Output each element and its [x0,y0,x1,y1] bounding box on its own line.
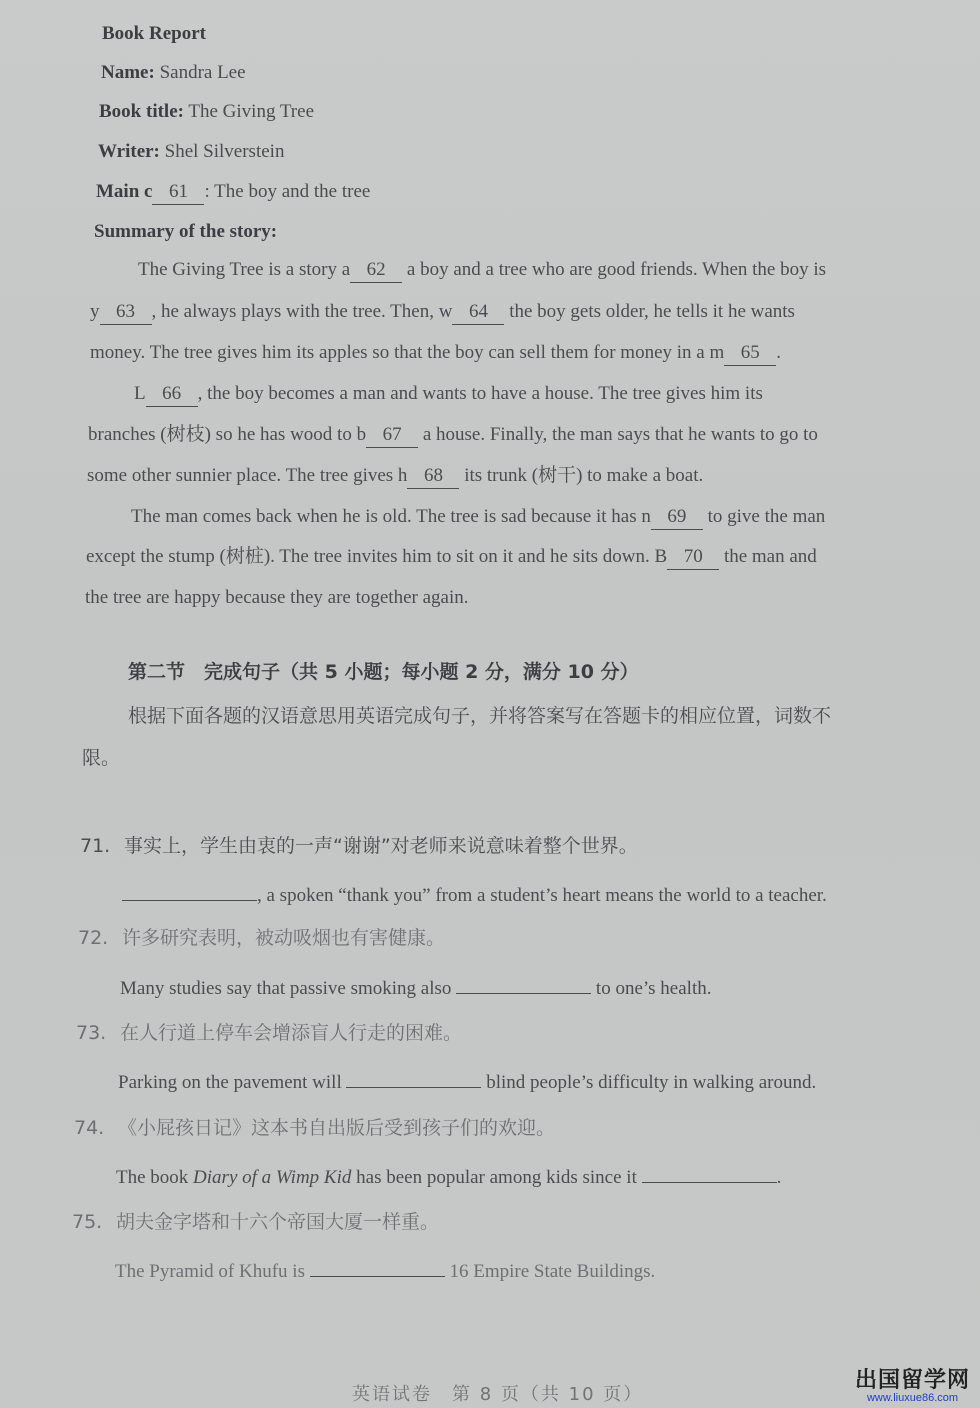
name-value: Sandra Lee [159,62,246,83]
passage-line-8 [86,545,817,570]
passage-text: y [90,301,100,322]
question-prompt: 胡夫金字塔和十六个帝国大厦一样重。 [116,1211,440,1233]
report-heading: Book Report [102,23,206,44]
writer-value: Shel Silverstein [164,141,285,162]
blank-66: 66 [146,382,198,407]
passage-text: money. The tree gives him its apples so that the boy can sell them for money in a m [90,342,725,363]
question-71-zh [80,834,638,858]
passage-text: a house. Finally, the man says that he wants to go to [422,424,818,445]
sentence-text: The book [116,1167,194,1188]
passage-text: the boy gets older, he tells it he wants [509,301,795,322]
main-label: Main c [96,181,153,202]
main-row [96,180,370,205]
sentence-text: has been popular among kids since it [351,1167,637,1188]
section2-instruction: 根据下面各题的汉语意思用英语完成句子，并将答案写在答题卡的相应位置，词数不 [128,705,832,727]
passage-text: The man comes back when he is old. The tree is sad because it has n [131,506,651,527]
sentence-text: . [776,1167,782,1188]
sentence-text: to one’s health. [595,978,712,999]
section2-title: 第二节 完成句子（共 5 小题；每小题 2 分，满分 10 分） [128,661,639,683]
summary-label: Summary of the story: [94,221,278,242]
sentence-text: 16 Empire State Buildings. [449,1261,656,1282]
section2-instruction-cont: 限。 [82,747,121,769]
passage-text: a boy and a tree who are good friends. When the boy is [406,259,827,280]
question-number: 73. [76,1022,107,1044]
question-number: 72. [78,927,109,949]
question-72-zh [78,926,445,950]
passage-text: its trunk (树干) to make a boat. [464,465,704,486]
question-prompt: 在人行道上停车会增添盲人行走的困难。 [120,1022,463,1044]
blank-61: 61 [152,180,204,205]
sentence-text: The Pyramid of Khufu is [115,1261,305,1282]
book-title-value: The Giving Tree [188,101,314,122]
passage-text: branches (树枝) so he has wood to b [88,424,367,445]
sentence-text: , a spoken “thank you” from a student’s heart means the world to a teacher. [257,885,827,906]
question-71-en [122,882,827,908]
blank-64: 64 [452,300,504,325]
passage-line-2 [90,300,795,325]
sentence-text: blind people’s difficulty in walking around. [486,1072,817,1093]
passage-text: the man and [723,546,817,567]
site-watermark [855,1363,970,1404]
passage-text: , the boy becomes a man and wants to have a house. The tree gives him its [197,383,763,404]
answer-blank-75[interactable] [310,1258,445,1277]
passage-line-1 [138,258,826,283]
passage-text: . [776,342,781,363]
passage-line-7 [131,505,825,530]
blank-62: 62 [350,258,402,283]
main-value: : The boy and the tree [204,181,371,202]
question-prompt: 《小屁孩日记》这本书自出版后受到孩子们的欢迎。 [118,1117,556,1139]
passage-line-4 [134,382,763,407]
sentence-text: Many studies say that passive smoking also [120,978,452,999]
passage-line-5 [88,423,818,448]
name-label: Name: [101,62,155,83]
name-row [101,61,246,85]
question-75-en [115,1258,655,1284]
question-prompt: 许多研究表明，被动吸烟也有害健康。 [122,927,446,949]
blank-67: 67 [366,423,418,448]
blank-69: 69 [651,505,703,530]
question-number: 75. [72,1211,103,1233]
blank-65: 65 [724,341,776,366]
passage-text: The Giving Tree is a story a [138,259,351,280]
watermark-title: 出国留学网 [854,1368,970,1393]
passage-text: , he always plays with the tree. Then, w [151,301,453,322]
passage-line-3 [90,341,781,366]
blank-70: 70 [667,545,719,570]
question-number: 71. [80,835,111,857]
question-75-zh [72,1210,439,1234]
answer-blank-73[interactable] [346,1069,481,1088]
title-row [99,100,314,124]
page-footer: 英语试卷 第 8 页（共 10 页） [352,1384,644,1405]
blank-63: 63 [100,300,152,325]
passage-line-6 [87,464,703,489]
question-73-en [118,1069,816,1095]
passage-text: except the stump (树桩). The tree invites him to sit on it and he sits down. B [86,546,668,567]
blank-68: 68 [407,464,459,489]
question-72-en [120,975,711,1001]
answer-blank-71[interactable] [122,882,257,901]
book-title-italic: Diary of a Wimp Kid [193,1167,352,1188]
passage-text: L [134,383,146,404]
question-number: 74. [74,1117,105,1139]
answer-blank-74[interactable] [642,1164,777,1183]
writer-row [98,140,284,164]
sentence-text: Parking on the pavement will [118,1072,342,1093]
question-74-zh [74,1116,555,1140]
passage-line-9: the tree are happy because they are together again. [85,587,469,608]
passage-text: some other sunnier place. The tree gives h [87,465,408,486]
question-73-zh [76,1021,462,1045]
writer-label: Writer: [98,141,160,162]
answer-blank-72[interactable] [456,975,591,994]
book-title-label: Book title: [99,101,184,122]
question-prompt: 事实上，学生由衷的一声“谢谢”对老师来说意味着整个世界。 [124,835,638,857]
watermark-url: www.liuxue86.com [866,1392,959,1404]
passage-text: to give the man [707,506,826,527]
question-74-en [116,1164,781,1190]
